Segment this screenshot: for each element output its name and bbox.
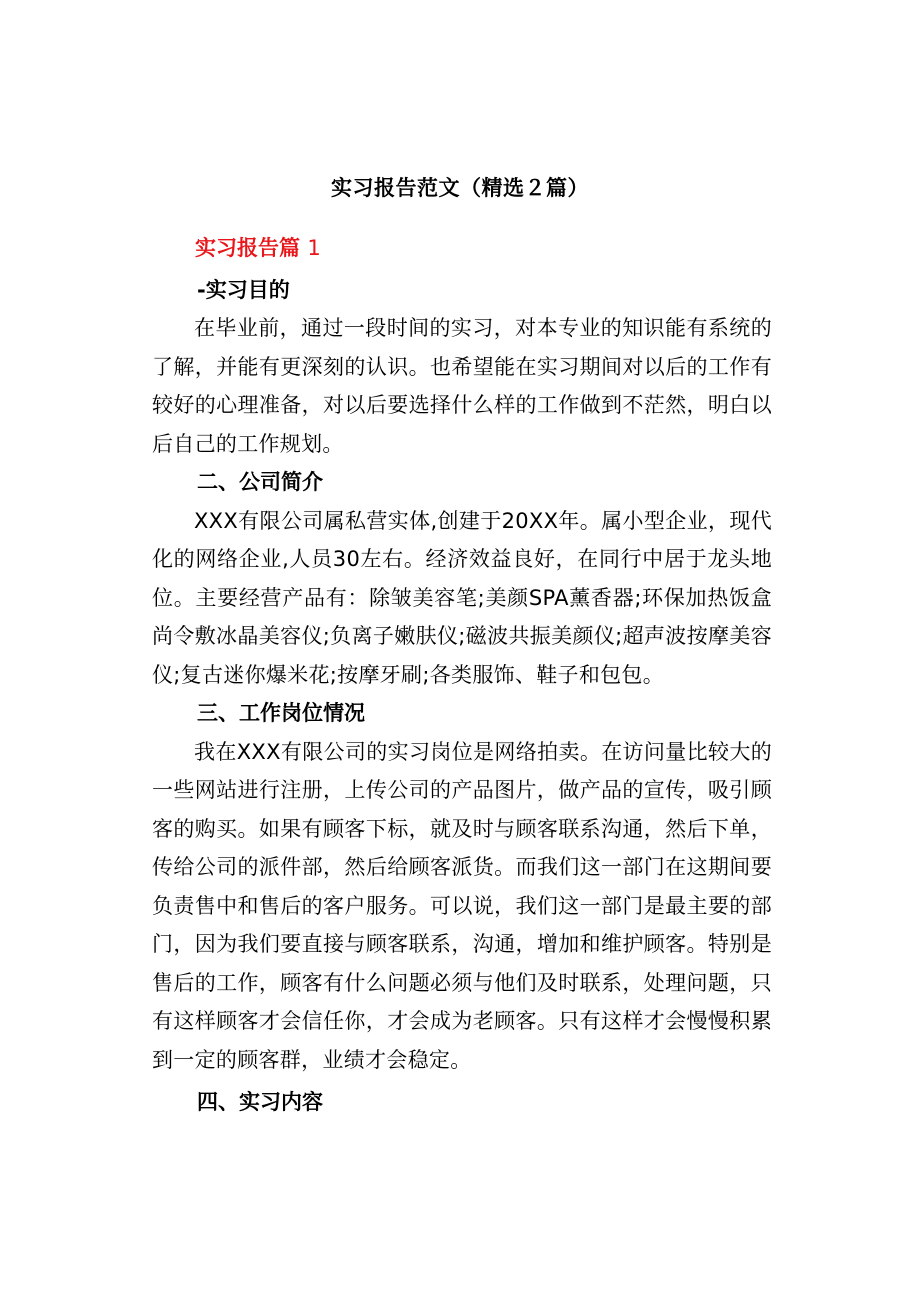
section-heading-purpose: -实习目的 — [197, 277, 290, 302]
section-heading-content: 四、实习内容 — [197, 1090, 323, 1114]
section-paragraph-purpose: 在毕业前，通过一段时间的实习，对本专业的知识能有系统的了解，并能有更深刻的认识。也希望能在实习期间对以后的工作有较好的心理准备，对以后要选择什么样的工作做到不茫然，明白以后自己的工作规划。 — [152, 316, 772, 456]
article-heading-number: 1 — [307, 236, 321, 260]
document-body — [152, 229, 772, 1122]
article-heading — [152, 229, 772, 268]
article-heading-label: 实习报告篇 — [195, 236, 300, 260]
document-title: 实习报告范文（精选２篇） — [331, 176, 589, 200]
section-paragraph-company: XXX有限公司属私营实体,创建于20XX年。属小型企业，现代化的网络企业,人员30左右。经济效益良好，在同行中居于龙头地位。主要经营产品有：除皱美容笔;美颜SPA薰香器;环保加热饭盒尚令敷冰晶美容仪;负离子嫩肤仪;磁波共振美颜仪;超声波按摩美容仪;复古迷你爆米花;按摩牙刷;各类服饰、鞋子和包包。 — [152, 508, 772, 687]
section-heading-company: 二、公司简介 — [197, 470, 323, 494]
section-heading-position: 三、工作岗位情况 — [197, 701, 365, 725]
section-paragraph-position: 我在XXX有限公司的实习岗位是网络拍卖。在访问量比较大的一些网站进行注册，上传公司的产品图片，做产品的宣传，吸引顾客的购买。如果有顾客下标，就及时与顾客联系沟通，然后下单，传给公司的派件部，然后给顾客派货。而我们这一部门在这期间要负责售中和售后的客户服务。可以说，我们这一部门是最主要的部门，因为我们要直接与顾客联系，沟通，增加和维护顾客。特别是售后的工作，顾客有什么问题必须与他们及时联系，处理问题，只有这样顾客才会信任你，才会成为老顾客。只有这样才会慢慢积累到一定的顾客群，业绩才会稳定。 — [152, 739, 772, 1072]
